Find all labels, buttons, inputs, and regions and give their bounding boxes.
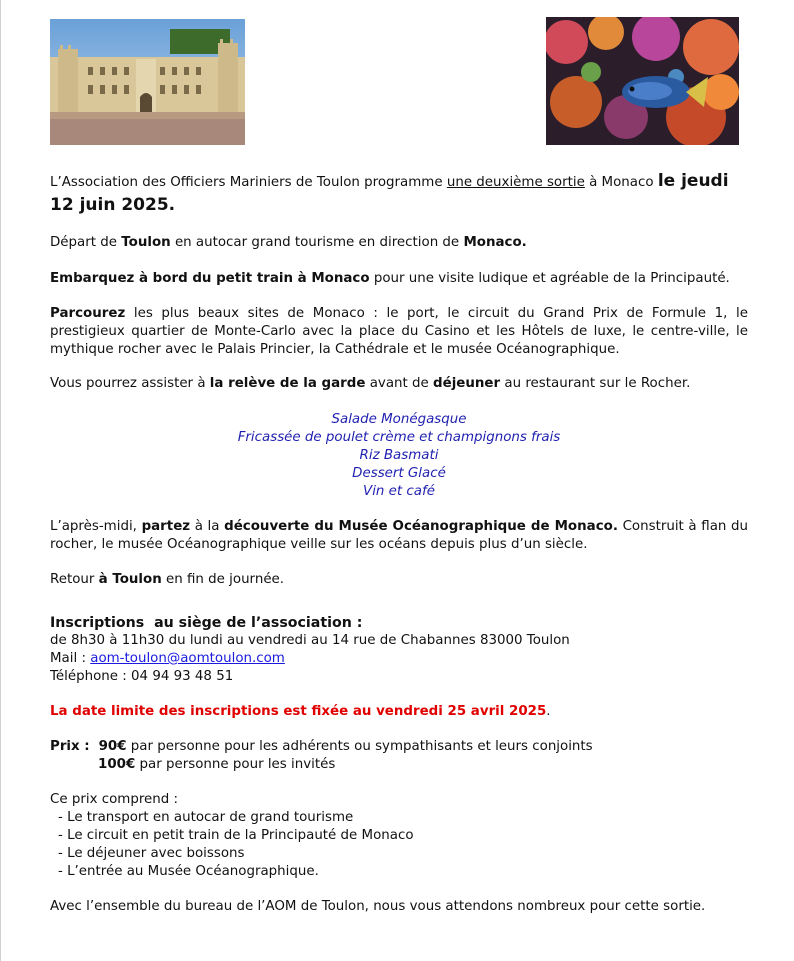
releve-a: Vous pourrez assister à xyxy=(50,376,210,391)
menu-list xyxy=(50,411,748,501)
releve-paragraph xyxy=(50,375,748,393)
afternoon-b: à la xyxy=(190,519,225,534)
releve-bold1: la relève de la garde xyxy=(209,376,366,391)
closing-paragraph xyxy=(50,898,748,916)
intro-date: le jeudi 12 juin 2025. xyxy=(50,171,729,215)
parcourez-rest: les plus beaux sites de Monaco : le port, le circuit du Grand Prix de Formule 1, le prestigieux quartier de Monte-Carlo avec la place du Casino et les Hôtels de luxe, le centre-ville, le mythique rocher avec le Palais Princier, la Cathédrale et le musée Océanographique. xyxy=(50,306,748,357)
depart-paragraph xyxy=(50,234,748,252)
retour-a: Retour xyxy=(50,572,99,587)
afternoon-paragraph xyxy=(50,518,748,554)
retour-paragraph xyxy=(50,571,748,589)
aquarium-photo xyxy=(546,17,739,145)
retour-b: en fin de journée. xyxy=(161,572,285,587)
prix-invites-text: par personne pour les invités xyxy=(135,757,336,772)
releve-c: au restaurant sur le Rocher. xyxy=(500,376,691,391)
list-item: - L’entrée au Musée Océanographique. xyxy=(58,864,319,879)
releve-b: avant de xyxy=(365,376,434,391)
includes-section xyxy=(50,791,748,881)
prix-adherents: 90€ xyxy=(98,739,127,754)
afternoon-a: L’après-midi, xyxy=(50,519,142,534)
parcourez-paragraph xyxy=(50,305,748,359)
deadline-dot: . xyxy=(546,704,551,719)
embark-paragraph xyxy=(50,270,748,288)
inscriptions-title: Inscriptions au siège de l’association : xyxy=(50,615,363,631)
menu-item: Vin et café xyxy=(363,484,435,499)
mail-link[interactable]: aom-toulon@aomtoulon.com xyxy=(90,651,285,666)
includes-title: Ce prix comprend : xyxy=(50,792,179,807)
intro-prefix: L’Association des Officiers Mariniers de Toulon programme xyxy=(50,175,447,190)
embark-bold: Embarquez à bord du petit train à Monaco xyxy=(50,271,370,286)
deadline-text: La date limite des inscriptions est fixée au vendredi 25 avril 2025 xyxy=(50,704,547,719)
depart-b: en autocar grand tourisme en direction de xyxy=(170,235,464,250)
prix-label: Prix : xyxy=(50,739,95,754)
palace-photo xyxy=(50,19,245,145)
parcourez-bold: Parcourez xyxy=(50,306,126,321)
menu-item: Riz Basmati xyxy=(359,448,439,463)
afternoon-c: Construit à flan du rocher, le musée Océanographique veille sur les océans depuis plus d’un siècle. xyxy=(50,519,748,552)
retour-bold: à Toulon xyxy=(98,572,162,587)
inscriptions-hours: de 8h30 à 11h30 du lundi au vendredi au 14 rue de Chabannes 83000 Toulon xyxy=(50,633,570,648)
closing-text: Avec l’ensemble du bureau de l’AOM de Toulon, nous vous attendons nombreux pour cette sortie. xyxy=(50,899,706,914)
mail-label: Mail : xyxy=(50,651,91,666)
deadline-paragraph xyxy=(50,703,748,721)
afternoon-bold1: partez xyxy=(141,519,191,534)
prix-section xyxy=(50,738,748,774)
prix-invites: 100€ xyxy=(98,757,136,772)
intro-paragraph xyxy=(50,170,748,218)
menu-item: Fricassée de poulet crème et champignons frais xyxy=(237,430,561,445)
afternoon-bold2: découverte du Musée Océanographique de Monaco. xyxy=(224,519,618,534)
embark-rest: pour une visite ludique et agréable de la Principauté. xyxy=(369,271,730,286)
releve-bold2: déjeuner xyxy=(433,376,501,391)
prix-adherents-text: par personne pour les adhérents ou sympathisants et leurs conjoints xyxy=(126,739,593,754)
depart-a: Départ de xyxy=(50,235,122,250)
depart-toulon: Toulon xyxy=(121,235,171,250)
inscriptions-phone: Téléphone : 04 94 93 48 51 xyxy=(50,669,234,684)
depart-monaco: Monaco. xyxy=(463,235,527,250)
intro-middle: à Monaco xyxy=(584,175,658,190)
intro-underlined: une deuxième sortie xyxy=(446,175,585,190)
menu-item: Dessert Glacé xyxy=(352,466,446,481)
inscriptions-section xyxy=(50,614,748,686)
list-item: - Le déjeuner avec boissons xyxy=(58,846,245,861)
menu-item: Salade Monégasque xyxy=(331,412,467,427)
list-item: - Le transport en autocar de grand tourisme xyxy=(58,810,354,825)
list-item: - Le circuit en petit train de la Principauté de Monaco xyxy=(58,828,414,843)
